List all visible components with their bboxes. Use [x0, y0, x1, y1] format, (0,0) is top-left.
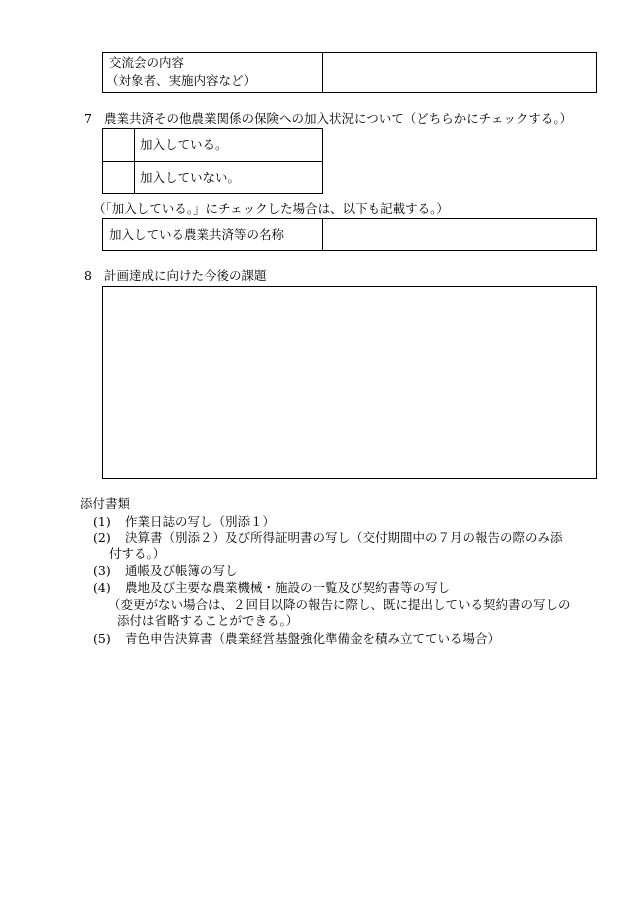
attachment-5-number: (5) [93, 631, 111, 646]
attachment-4-text: 農地及び主要な農業機械・施設の一覧及び契約書等の写し [125, 580, 451, 595]
section7-number: 7 [84, 111, 92, 126]
insurance-name-divider [322, 218, 323, 251]
attachments-heading: 添付書類 [80, 496, 131, 511]
future-issues-box[interactable] [102, 286, 597, 479]
insurance-name-label: 加入している農業共済等の名称 [109, 227, 285, 242]
attachment-4-note-line2: 添付は省略することができる。） [117, 613, 299, 628]
section7-note: （「加入している。」にチェックした場合は、以下も記載する。） [93, 201, 449, 216]
insurance-options-row-divider [102, 161, 323, 162]
exchange-table-divider [322, 52, 323, 93]
section8-title: 計画達成に向けた今後の課題 [104, 268, 267, 283]
attachment-4-note-line1: （変更がない場合は、２回目以降の報告に際し、既に提出している契約書の写しの [108, 597, 571, 612]
attachment-5-text: 青色申告決算書（農業経営基盤強化準備金を積み立てている場合） [125, 631, 501, 646]
exchange-label-line2: （対象者、実施内容など） [106, 73, 257, 88]
attachment-3-number: (3) [93, 563, 111, 578]
enrolled-checkbox[interactable] [103, 129, 134, 161]
attachment-2-continuation: 付する。） [109, 546, 166, 561]
attachment-4-number: (4) [93, 580, 111, 595]
attachment-2-number: (2) [93, 530, 111, 545]
attachment-1-number: (1) [93, 514, 111, 529]
section7-title: 農業共済その他農業関係の保険への加入状況について（どちらかにチェックする。） [104, 111, 573, 126]
not-enrolled-option-label: 加入していない。 [140, 170, 241, 185]
section8-number: 8 [84, 268, 92, 283]
insurance-name-field[interactable] [326, 220, 592, 248]
exchange-label-line1: 交流会の内容 [109, 55, 185, 70]
attachment-3-text: 通帳及び帳簿の写し [125, 563, 238, 578]
not-enrolled-checkbox[interactable] [103, 162, 134, 193]
exchange-value-field[interactable] [326, 54, 592, 90]
enrolled-option-label: 加入している。 [140, 137, 228, 152]
attachment-1-text: 作業日誌の写し（別添１） [125, 514, 276, 529]
attachment-2-text: 決算書（別添２）及び所得証明書の写し（交付期間中の７月の報告の際のみ添 [125, 530, 563, 545]
